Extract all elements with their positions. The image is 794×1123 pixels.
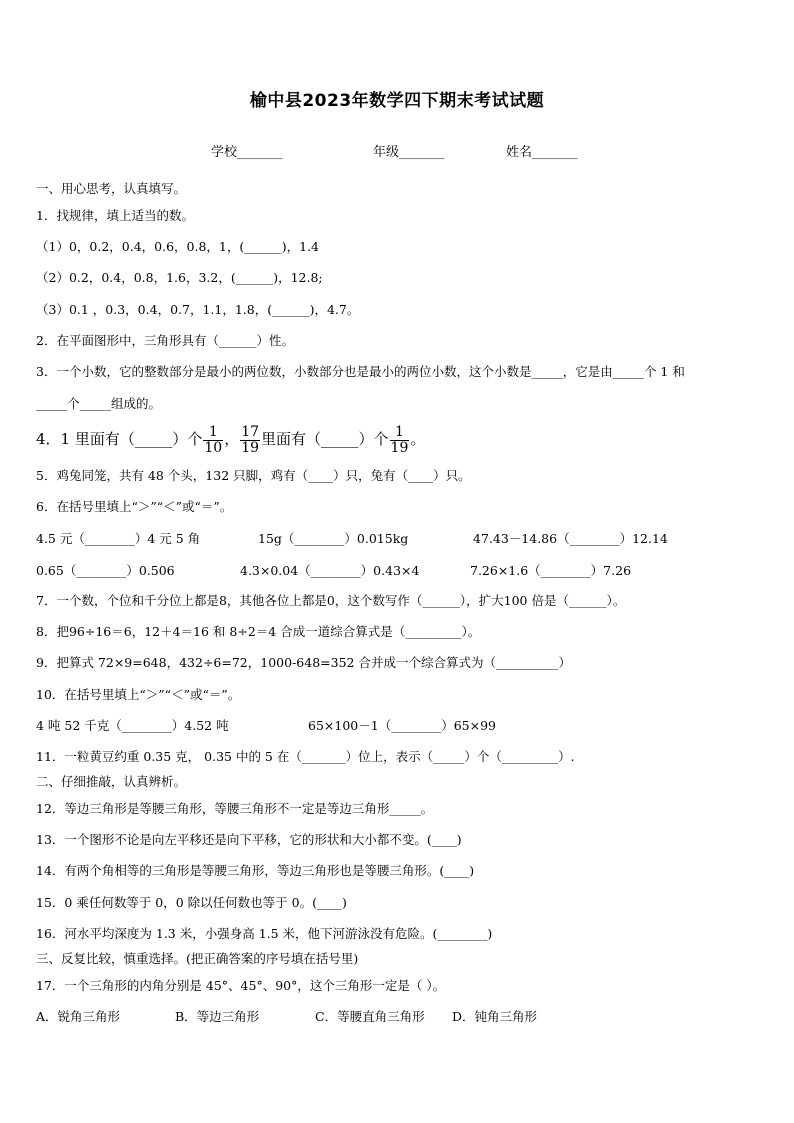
fraction-17-19 — [240, 425, 260, 456]
section-1-heading: 一、用心思考，认真填写。 — [36, 181, 187, 196]
question-14: 14．有两个角相等的三角形是等腰三角形，等边三角形也是等腰三角形。(____) — [36, 863, 475, 878]
fraction-numerator: 1 — [203, 425, 223, 441]
question-13: 13．一个图形不论是向左平移还是向下平移，它的形状和大小都不变。(____) — [36, 832, 462, 847]
question-2: 2．在平面图形中，三角形具有（______）性。 — [36, 333, 294, 348]
question-4-text-1: 4．1 里面有（_____）个 — [36, 430, 203, 448]
question-6-item: 15g（________）0.015kg — [258, 531, 409, 546]
option-b: B．等边三角形 — [175, 1009, 260, 1024]
fraction-denominator: 19 — [390, 439, 409, 456]
question-4-text-4: 。 — [410, 430, 426, 448]
question-6-stem: 6．在括号里填上“＞”“＜”或“＝”。 — [36, 499, 233, 514]
question-1-part-2: （2）0.2，0.4，0.8，1.6，3.2，(______)，12.8; — [36, 270, 323, 285]
question-6-item: 4.3×0.04（________）0.43×4 — [240, 563, 420, 578]
question-5: 5．鸡兔同笼，共有 48 个头，132 只脚，鸡有（____）只，兔有（____）只。 — [36, 468, 471, 483]
question-9: 9．把算式 72×9=648，432÷6=72，1000-648=352 合并成一个综合算式为（__________） — [36, 655, 571, 670]
question-10-stem: 10．在括号里填上“＞”“＜”或“＝”。 — [36, 687, 241, 702]
question-4-text-3: 里面有（_____）个 — [261, 430, 389, 448]
fraction-denominator: 10 — [204, 439, 223, 456]
question-11: 11．一粒黄豆约重 0.35 克， 0.35 中的 5 在（_______）位上，表示（_____）个（_________）. — [36, 749, 575, 764]
school-field: 学校_______ — [211, 145, 283, 160]
question-6-item: 7.26×1.6（________）7.26 — [470, 563, 632, 578]
question-1-part-1: （1）0，0.2，0.4，0.6，0.8，1，(______)，1.4 — [36, 239, 320, 254]
section-3-heading: 三、反复比较，慎重选择。(把正确答案的序号填在括号里) — [36, 951, 359, 966]
name-field: 姓名_______ — [506, 145, 578, 160]
exam-title: 榆中县2023年数学四下期末考试试题 — [249, 91, 545, 111]
question-1-part-3: （3）0.1 ，0.3，0.4，0.7，1.1，1.8，(______)，4.7。 — [36, 302, 360, 317]
question-10-item: 65×100－1（________）65×99 — [308, 718, 496, 733]
question-12: 12．等边三角形是等腰三角形，等腰三角形不一定是等边三角形_____。 — [36, 801, 434, 816]
question-17-stem: 17．一个三角形的内角分别是 45°、45°、90°，这个三角形一定是（ ）。 — [36, 978, 446, 993]
question-6-item: 4.5 元（________）4 元 5 角 — [36, 531, 201, 546]
question-10-item: 4 吨 52 千克（________）4.52 吨 — [36, 718, 229, 733]
question-7: 7．一个数，个位和千分位上都是8，其他各位上都是0，这个数写作（______），扩大100 倍是（______）。 — [36, 593, 626, 608]
grade-field: 年级_______ — [373, 145, 445, 160]
question-8: 8．把96÷16＝6，12＋4＝16 和 8÷2＝4 合成一道综合算式是（_________）。 — [36, 624, 481, 639]
section-2-heading: 二、仔细推敲，认真辨析。 — [36, 774, 187, 789]
fraction-1-19 — [390, 425, 410, 456]
option-a: A．锐角三角形 — [36, 1009, 121, 1024]
fraction-1-10 — [203, 425, 223, 456]
question-4-text-2: ， — [224, 430, 240, 448]
fraction-numerator: 1 — [390, 425, 410, 441]
fraction-numerator: 17 — [241, 423, 260, 440]
question-6-item: 47.43－14.86（________）12.14 — [473, 531, 668, 546]
question-1-stem: 1．找规律，填上适当的数。 — [36, 208, 194, 223]
question-16: 16．河水平均深度为 1.3 米，小强身高 1.5 米，他下河游泳没有危险。(________) — [36, 926, 493, 941]
question-6-item: 0.65（________）0.506 — [36, 563, 175, 578]
option-d: D．钝角三角形 — [452, 1009, 538, 1024]
question-3-line-2: _____个_____组成的。 — [36, 396, 162, 411]
option-c: C．等腰直角三角形 — [315, 1009, 425, 1024]
fraction-denominator: 19 — [241, 439, 260, 456]
question-4 — [36, 422, 425, 456]
question-3-line-1: 3．一个小数，它的整数部分是最小的两位数，小数部分也是最小的两位小数，这个小数是_____，它是由_____个 1 和 — [36, 364, 685, 379]
question-15: 15．0 乘任何数等于 0，0 除以任何数也等于 0。(____) — [36, 895, 347, 910]
